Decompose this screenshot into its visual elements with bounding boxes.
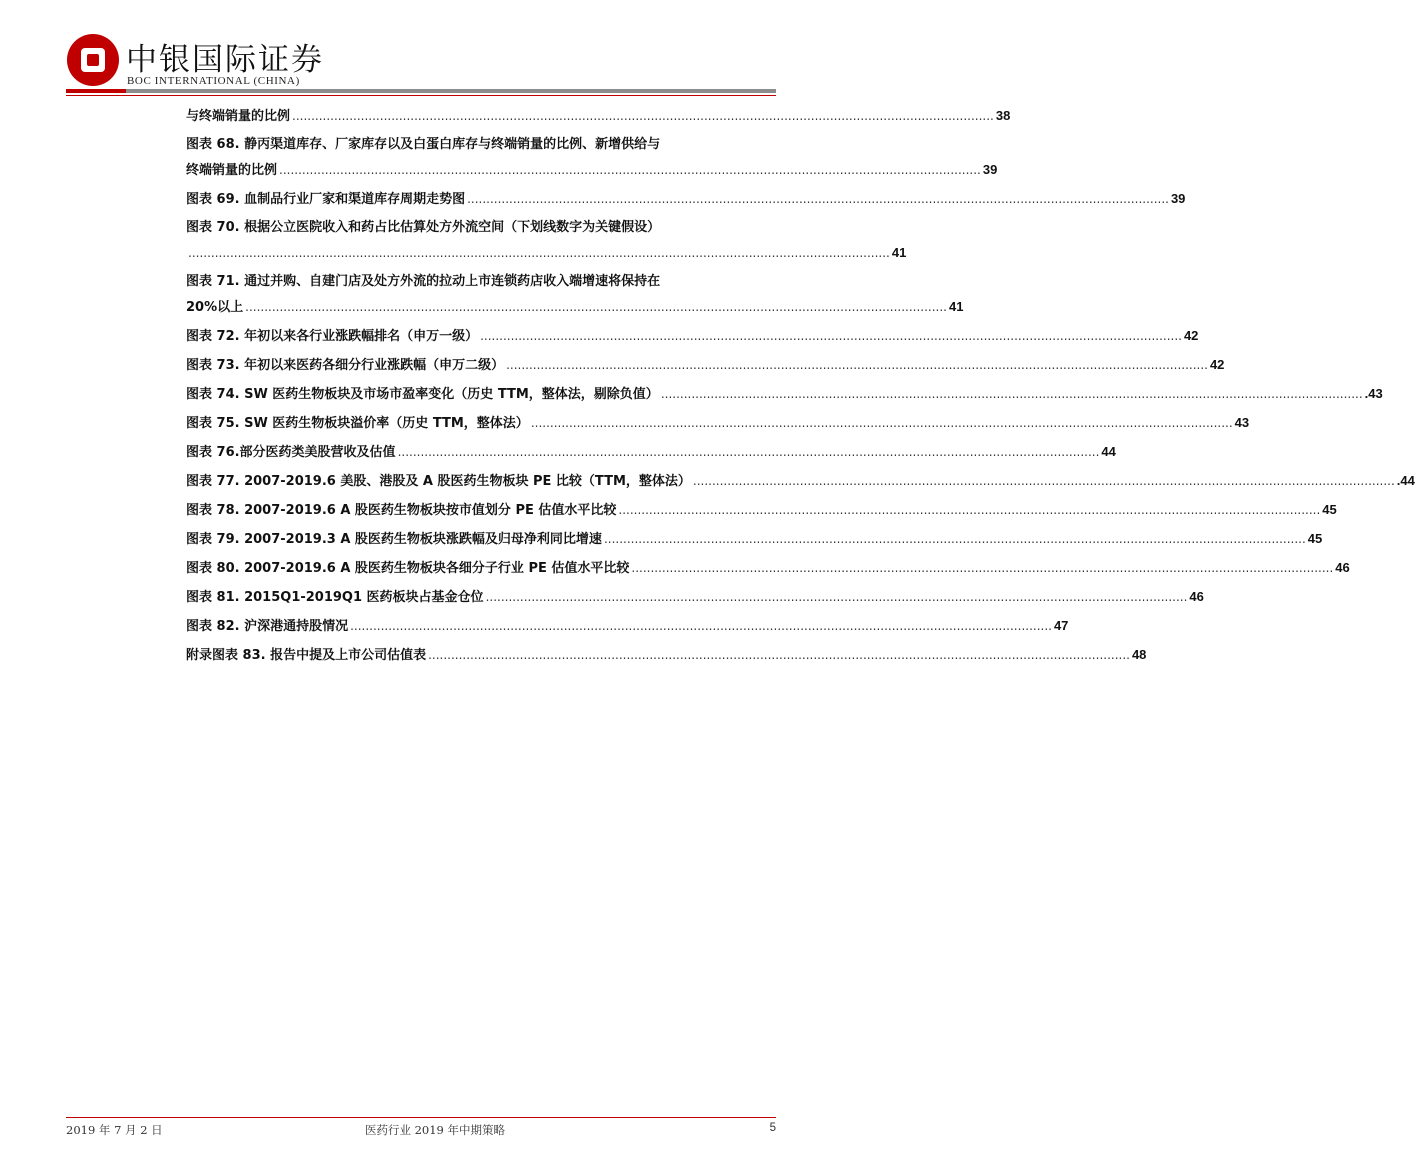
toc-entry-row [186, 157, 998, 182]
footer-title: 医药行业 2019 年中期策略 [364, 1123, 506, 1137]
toc-entry[interactable] [186, 103, 1011, 128]
toc-entry-row [186, 381, 1383, 406]
toc-entry-text: 图表 76.部分医药类美股营收及估值 [186, 445, 396, 460]
toc-entry-text: 图表 74. SW 医药生物板块及市场市盈率变化（历史 TTM，整体法，剔除负值） [186, 387, 659, 402]
toc-entry-row [186, 186, 1186, 211]
toc-entry-row [186, 240, 907, 265]
toc-entry[interactable] [186, 352, 1225, 377]
toc-entry[interactable] [186, 497, 1337, 522]
toc-leader-dots: ........................................................................................................................................................................................ [603, 532, 1306, 546]
toc-leader-dots: ........................................................................................................................................................................................ [292, 109, 994, 123]
toc-entry-text: 图表 78. 2007-2019.6 A 股医药生物板块按市值划分 PE 估值水平比较 [186, 503, 617, 518]
toc-page-number: 41 [891, 245, 907, 260]
toc-entry-row [186, 103, 1011, 128]
toc-page-number: 39 [982, 162, 998, 177]
toc-entry[interactable] [186, 468, 1415, 493]
toc-entry-text: 附录图表 83. 报告中提及上市公司估值表 [186, 648, 427, 663]
header-rule-red [66, 89, 126, 93]
toc-leader-dots: ........................................................................................................................................................................................ [692, 474, 1395, 488]
toc-entry-row [186, 323, 1199, 348]
toc-leader-dots: ........................................................................................................................................................................................ [188, 246, 890, 260]
toc-page-number: 42 [1209, 357, 1225, 372]
toc-entry-row [186, 468, 1415, 493]
toc-entry-text: 图表 77. 2007-2019.6 美股、港股及 A 股医药生物板块 PE 比较（TTM，整体法） [186, 474, 691, 489]
table-of-contents [186, 103, 1415, 671]
brand-name-cn: 中银国际证券 [126, 42, 324, 78]
toc-entry-text: 图表 72. 年初以来各行业涨跌幅排名（申万一级） [186, 329, 479, 344]
header-rule-thin [66, 95, 776, 96]
toc-entry-row [186, 294, 964, 319]
toc-page-number: 46 [1335, 560, 1350, 575]
toc-entry[interactable] [186, 555, 1350, 580]
toc-leader-dots: ........................................................................................................................................................................................ [485, 590, 1188, 604]
toc-entry[interactable] [186, 323, 1199, 348]
toc-leader-dots: ........................................................................................................................................................................................ [631, 561, 1334, 575]
toc-entry-text: 图表 82. 沪深港通持股情况 [186, 619, 349, 634]
toc-leader-dots: ........................................................................................................................................................................................ [506, 358, 1208, 372]
toc-leader-dots: ........................................................................................................................................................................................ [467, 192, 1169, 206]
toc-entry-row [186, 584, 1204, 609]
footer-date: 2019 年 7 月 2 日 [66, 1123, 163, 1137]
toc-entry-text: 图表 79. 2007-2019.3 A 股医药生物板块涨跌幅及归母净利同比增速 [186, 532, 602, 547]
toc-entry-text: 图表 69. 血制品行业厂家和渠道库存周期走势图 [186, 192, 466, 207]
header-rule-gray [126, 89, 776, 93]
toc-leader-dots: ........................................................................................................................................................................................ [660, 387, 1363, 401]
toc-entry[interactable] [186, 642, 1147, 667]
toc-entry[interactable] [186, 613, 1069, 638]
page-header [0, 0, 827, 100]
toc-page-number: 48 [1131, 647, 1147, 662]
toc-leader-dots: ........................................................................................................................................................................................ [350, 619, 1052, 633]
toc-page-number: 38 [995, 108, 1011, 123]
toc-entry[interactable] [186, 381, 1383, 406]
toc-leader-dots: ........................................................................................................................................................................................ [397, 445, 1100, 459]
toc-page-number: 45 [1307, 531, 1323, 546]
toc-entry[interactable] [186, 215, 907, 265]
toc-entry-text: 图表 80. 2007-2019.6 A 股医药生物板块各细分子行业 PE 估值水平比较 [186, 561, 630, 576]
toc-page-number: .44 [1396, 473, 1415, 488]
toc-leader-dots: ........................................................................................................................................................................................ [245, 300, 947, 314]
toc-entry-text: 图表 75. SW 医药生物板块溢价率（历史 TTM，整体法） [186, 416, 529, 431]
toc-entry-row [186, 352, 1225, 377]
toc-entry-title: 图表 71. 通过并购、自建门店及处方外流的拉动上市连锁药店收入端增速将保持在 [186, 274, 661, 289]
toc-page-number: 47 [1053, 618, 1069, 633]
toc-entry-row [186, 410, 1250, 435]
toc-leader-dots: ........................................................................................................................................................................................ [618, 503, 1321, 517]
toc-page-number: 43 [1234, 415, 1250, 430]
toc-entry-text: 终端销量的比例 [186, 163, 278, 178]
toc-leader-dots: ........................................................................................................................................................................................ [530, 416, 1233, 430]
toc-entry[interactable] [186, 132, 998, 182]
toc-page-number: 42 [1183, 328, 1199, 343]
toc-entry-row [186, 555, 1350, 580]
toc-entry-text: 图表 73. 年初以来医药各细分行业涨跌幅（申万二级） [186, 358, 505, 373]
toc-leader-dots: ........................................................................................................................................................................................ [428, 648, 1130, 662]
toc-page-number: 39 [1170, 191, 1186, 206]
footer-rule [66, 1117, 776, 1118]
toc-entry-text: 20%以上 [186, 300, 244, 315]
toc-entry[interactable] [186, 584, 1204, 609]
toc-entry-text: 图表 81. 2015Q1-2019Q1 医药板块占基金仓位 [186, 590, 484, 605]
toc-entry[interactable] [186, 410, 1250, 435]
toc-page-number: 45 [1322, 502, 1337, 517]
toc-entry[interactable] [186, 186, 1186, 211]
toc-entry-title: 图表 70. 根据公立医院收入和药占比估算处方外流空间（下划线数字为关键假设） [186, 220, 661, 235]
toc-entry[interactable] [186, 269, 964, 319]
toc-page-number: 46 [1189, 589, 1204, 604]
brand-name-en: BOC INTERNATIONAL (CHINA) [127, 75, 300, 87]
toc-entry[interactable] [186, 439, 1116, 464]
toc-entry-row [186, 497, 1337, 522]
toc-leader-dots: ........................................................................................................................................................................................ [279, 163, 981, 177]
toc-entry-row [186, 526, 1323, 551]
toc-entry-text: 与终端销量的比例 [186, 109, 291, 124]
toc-entry-row [186, 642, 1147, 667]
toc-page-number: 41 [948, 299, 964, 314]
toc-page-number: 44 [1101, 444, 1116, 459]
boc-logo-icon [67, 34, 119, 86]
footer-page-number: 5 [769, 1122, 776, 1134]
toc-entry[interactable] [186, 526, 1323, 551]
toc-leader-dots: ........................................................................................................................................................................................ [480, 329, 1182, 343]
toc-page-number: .43 [1364, 386, 1383, 401]
toc-entry-title: 图表 68. 静丙渠道库存、厂家库存以及白蛋白库存与终端销量的比例、新增供给与 [186, 137, 661, 152]
toc-entry-row [186, 613, 1069, 638]
toc-entry-row [186, 439, 1116, 464]
